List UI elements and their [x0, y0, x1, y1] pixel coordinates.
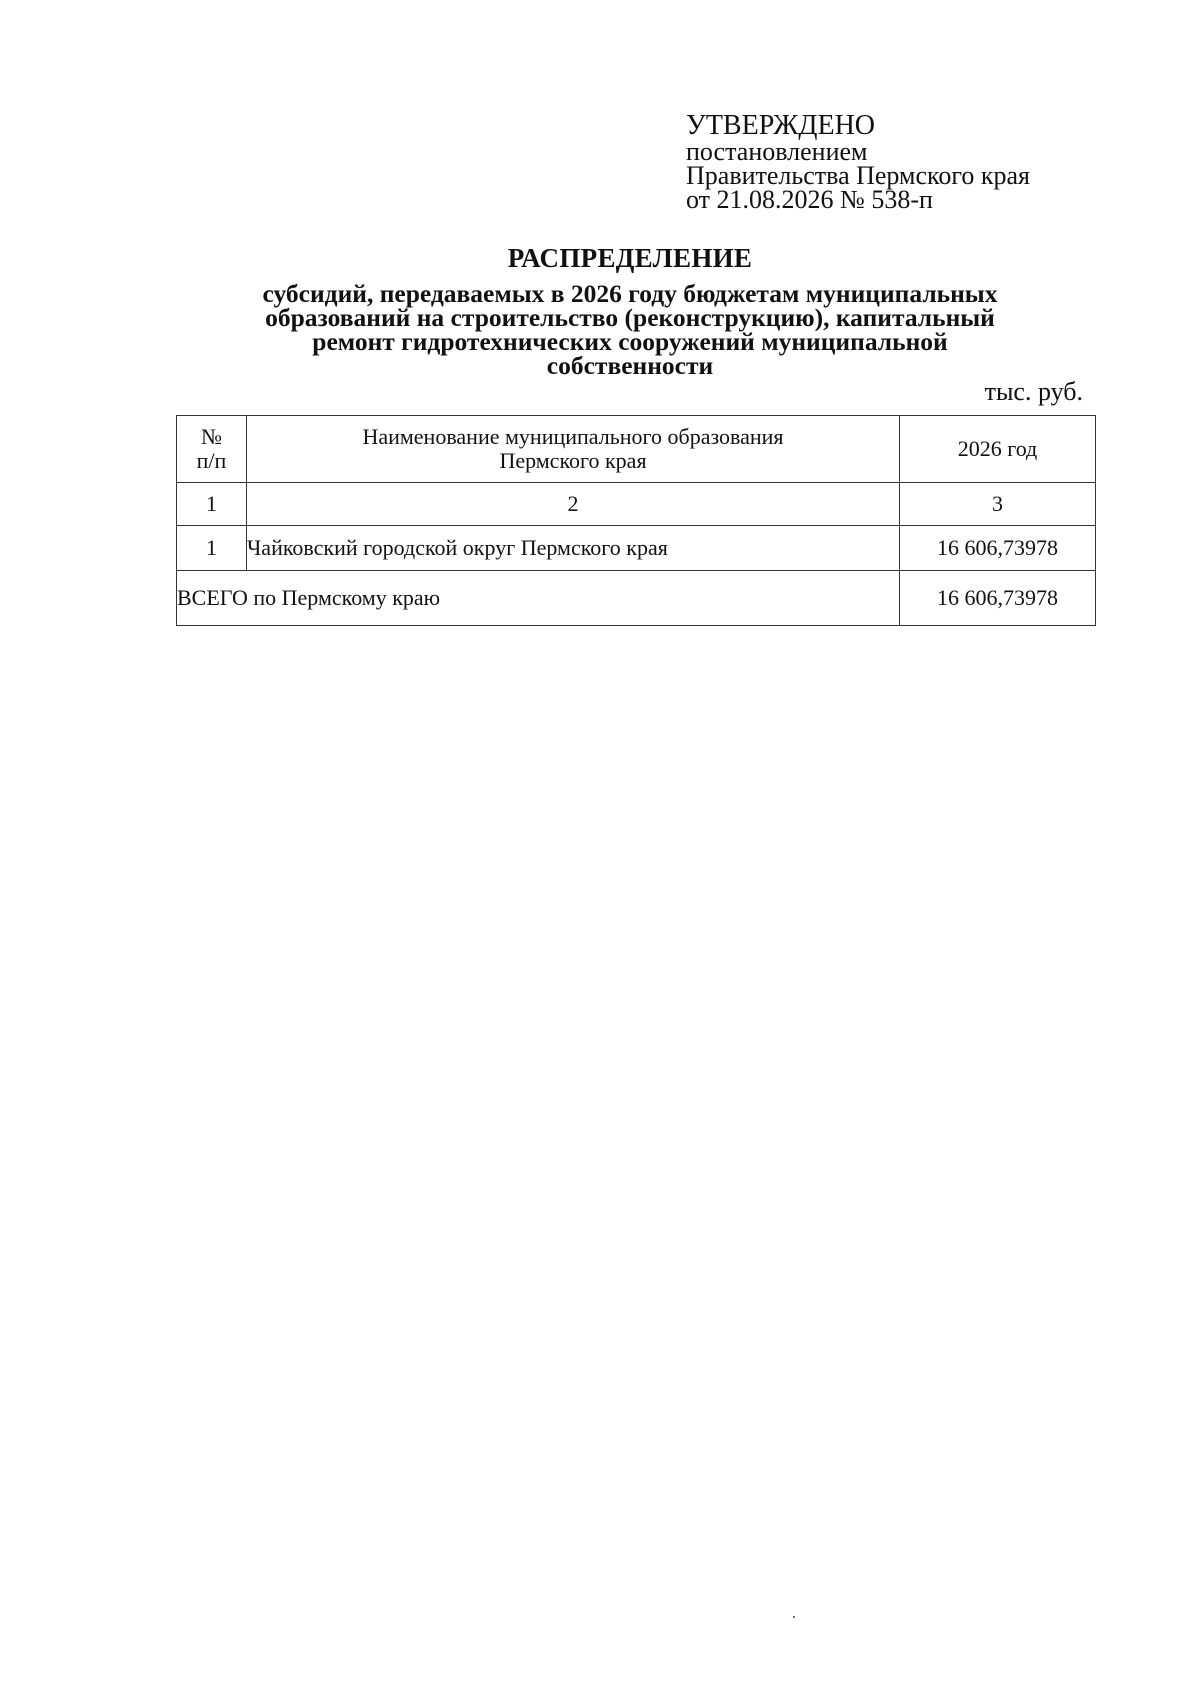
- header-year-cell: 2026 год: [900, 416, 1096, 483]
- header-number-abbrev: п/п: [196, 448, 227, 473]
- row-number: 1: [177, 526, 247, 571]
- scan-speck: [793, 1616, 795, 1618]
- header-number-cell: [177, 416, 247, 483]
- approval-line: Правительства Пермского края: [686, 161, 1030, 190]
- approval-line: постановлением: [686, 137, 868, 166]
- units-label: тыс. руб.: [984, 377, 1083, 406]
- subtitle-line: субсидий, передаваемых в 2026 году бюджетам муниципальных: [262, 279, 998, 308]
- document-subtitle: [200, 279, 1060, 380]
- subtitle-line: образований на строительство (реконструкцию), капитальный: [265, 303, 995, 332]
- approval-date-number: от 21.08.2026 № 538-п: [686, 185, 933, 214]
- subtitle-line: собственности: [546, 351, 714, 380]
- header-name-line: Наименование муниципального образования: [362, 424, 784, 449]
- total-label: ВСЕГО по Пермскому краю: [177, 571, 900, 626]
- table-row: [177, 526, 1096, 571]
- row-amount: 16 606,73978: [900, 526, 1096, 571]
- subtitle-line: ремонт гидротехнических сооружений муниципальной: [312, 327, 948, 356]
- column-number: 1: [177, 483, 247, 526]
- column-number-row: [177, 483, 1096, 526]
- total-amount: 16 606,73978: [900, 571, 1096, 626]
- column-number: 2: [247, 483, 900, 526]
- approval-block: [686, 112, 1106, 212]
- table-header-row: [177, 416, 1096, 483]
- table-total-row: [177, 571, 1096, 626]
- distribution-table: [176, 415, 1096, 626]
- column-number: 3: [900, 483, 1096, 526]
- document-title: РАСПРЕДЕЛЕНИЕ: [507, 243, 753, 273]
- row-municipality-name: Чайковский городской округ Пермского края: [247, 526, 900, 571]
- approval-stamp: УТВЕРЖДЕНО: [686, 110, 876, 141]
- header-name-line: Пермского края: [499, 448, 647, 473]
- header-name-cell: [247, 416, 900, 483]
- header-number-symbol: №: [201, 424, 222, 449]
